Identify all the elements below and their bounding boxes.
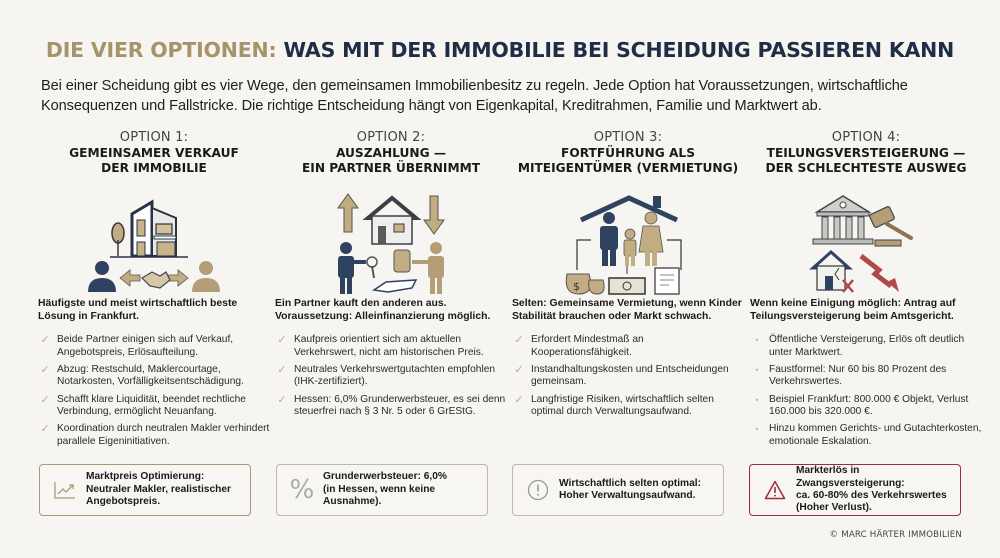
bullet-item: ✓ Neutrales Verkehrswertgutachten empfohlen (IHK-zertifiziert).	[275, 364, 507, 389]
option-title-line: AUSZAHLUNG —	[335, 146, 447, 160]
option-title-line: DER SCHLECHTESTE AUSWEG	[765, 161, 967, 175]
option-lead: Selten: Gemeinsame Vermietung, wenn Kinder Stabilität brauchen oder Markt schwach.	[512, 298, 742, 322]
callout-text: Wirtschaftlich selten optimal: Hoher Verwaltungsaufwand.	[559, 477, 701, 501]
house-keys-coins-icon	[275, 190, 507, 300]
house-handshake-icon	[38, 190, 270, 300]
option-title-line: EIN PARTNER ÜBERNIMMT	[301, 161, 481, 175]
bullet-item: • Beispiel Frankfurt: 800.000 € Objekt, Verlust 160.000 bis 320.000 €.	[750, 394, 982, 419]
option-title-line: DER IMMOBILIE	[101, 161, 207, 175]
bullet-item: ✓ Erfordert Mindestmaß an Kooperationsfähigkeit.	[512, 334, 744, 359]
bullet-item: • Hinzu kommen Gerichts- und Gutachterkosten, emotionale Eskalation.	[750, 423, 982, 448]
bullet-item: ✓ Langfristige Risiken, wirtschaftlich selten optimal durch Verwaltungsaufwand.	[512, 394, 744, 419]
bullet-dot-icon: •	[755, 394, 759, 405]
callout-option-2	[276, 464, 488, 516]
option-title-line: TEILUNGSVERSTEIGERUNG —	[766, 146, 966, 160]
option-title	[750, 146, 982, 176]
bullet-item: ✓ Abzug: Restschuld, Maklercourtage, Notarkosten, Vorfälligkeitsentschädigung.	[38, 364, 270, 389]
bullet-item: ✓ Kaufpreis orientiert sich am aktuellen Verkehrswert, nicht am historischen Preis.	[275, 334, 507, 359]
option-bullets	[38, 334, 270, 453]
check-icon: ✓	[277, 363, 287, 376]
court-gavel-loss-icon	[750, 190, 982, 300]
bullet-item: • Faustformel: Nur 60 bis 80 Prozent des Verkehrswertes.	[750, 364, 982, 389]
option-title-line: GEMEINSAMER VERKAUF	[69, 146, 239, 160]
option-lead: Wenn keine Einigung möglich: Antrag auf Teilungsversteigerung beim Amtsgericht.	[750, 298, 956, 322]
percent-icon: %	[289, 475, 315, 505]
option-1-column	[38, 130, 270, 447]
copyright-footer: © MARC HÄRTER IMMOBILIEN	[829, 530, 962, 540]
option-title	[38, 146, 270, 176]
check-icon: ✓	[40, 423, 50, 436]
info-circle-icon	[523, 479, 553, 501]
option-lead: Ein Partner kauft den anderen aus. Voraussetzung: Alleinfinanzierung möglich.	[275, 298, 491, 322]
check-icon: ✓	[514, 334, 524, 346]
option-2-column	[275, 130, 507, 418]
check-icon: ✓	[514, 363, 524, 376]
option-label: OPTION 4:	[831, 130, 901, 145]
bullet-item: ✓ Hessen: 6,0% Grunderwerbsteuer, es sei denn steuerfrei nach § 3 Nr. 5 oder 6 GrEStG.	[275, 394, 507, 419]
callout-option-1	[39, 464, 251, 516]
page-title	[0, 38, 1000, 62]
bullet-item: ✓ Schafft klare Liquidität, beendet rechtliche Verbindung, ermöglicht Neuanfang.	[38, 394, 270, 419]
option-title	[512, 146, 744, 176]
bullet-item: ✓ Beide Partner einigen sich auf Verkauf, Angebotspreis, Erlösaufteilung.	[38, 334, 270, 359]
check-icon: ✓	[40, 393, 50, 406]
title-highlight: DIE VIER OPTIONEN:	[45, 38, 277, 62]
option-title	[275, 146, 507, 176]
bullet-dot-icon: •	[755, 335, 759, 345]
callout-option-3	[512, 464, 724, 516]
bullet-item: ✓ Koordination durch neutralen Makler verhindert parallele Eigeninitiativen.	[38, 423, 270, 448]
check-icon: ✓	[40, 334, 50, 346]
bullet-dot-icon: •	[755, 364, 759, 375]
check-icon: ✓	[277, 393, 287, 406]
callout-text: Marktpreis Optimierung: Neutraler Makler, realistischer Angebotspreis.	[86, 471, 231, 508]
warning-triangle-icon	[760, 480, 790, 500]
bullet-item: • Öffentliche Versteigerung, Erlös oft deutlich unter Marktwert.	[750, 334, 982, 359]
callout-text: Markterlös in Zwangsversteigerung: ca. 60-80% des Verkehrswertes (Hoher Verlust).	[796, 465, 947, 514]
trend-chart-icon	[50, 481, 80, 499]
bullet-dot-icon: •	[755, 424, 759, 435]
bullet-item: ✓ Instandhaltungskosten und Entscheidungen gemeinsam.	[512, 364, 744, 389]
family-rent-icon	[512, 190, 744, 300]
callout-text: Grunderwerbsteuer: 6,0% (in Hessen, wenn keine Ausnahme).	[323, 471, 447, 508]
option-lead: Häufigste und meist wirtschaftlich beste Lösung in Frankfurt.	[38, 298, 238, 322]
check-icon: ✓	[277, 334, 287, 346]
check-icon: ✓	[514, 393, 524, 406]
svg-text:$: $	[573, 280, 580, 293]
intro-text: Bei einer Scheidung gibt es vier Wege, den gemeinsamen Immobilienbesitz zu regeln. Jede Option hat Voraussetzungen, wirtschaftliche Konsequenzen und Fallstricke. Die richtige Entscheidung hängt von Eigenkapital, Kreditrahmen, Familie und Marktwert ab.	[41, 78, 908, 114]
option-bullets	[275, 334, 507, 423]
option-4-column	[750, 130, 982, 447]
option-bullets	[750, 334, 982, 453]
option-title-line: FORTFÜHRUNG ALS	[561, 146, 695, 160]
option-label: OPTION 1:	[119, 130, 189, 145]
option-title-line: MITEIGENTÜMER (VERMIETUNG)	[517, 161, 739, 175]
title-rest: WAS MIT DER IMMOBILIE BEI SCHEIDUNG PASSIEREN KANN	[283, 38, 955, 62]
check-icon: ✓	[40, 363, 50, 376]
option-label: OPTION 3:	[593, 130, 663, 145]
callout-option-4	[749, 464, 961, 516]
option-bullets	[512, 334, 744, 423]
option-label: OPTION 2:	[356, 130, 426, 145]
option-3-column	[512, 130, 744, 418]
